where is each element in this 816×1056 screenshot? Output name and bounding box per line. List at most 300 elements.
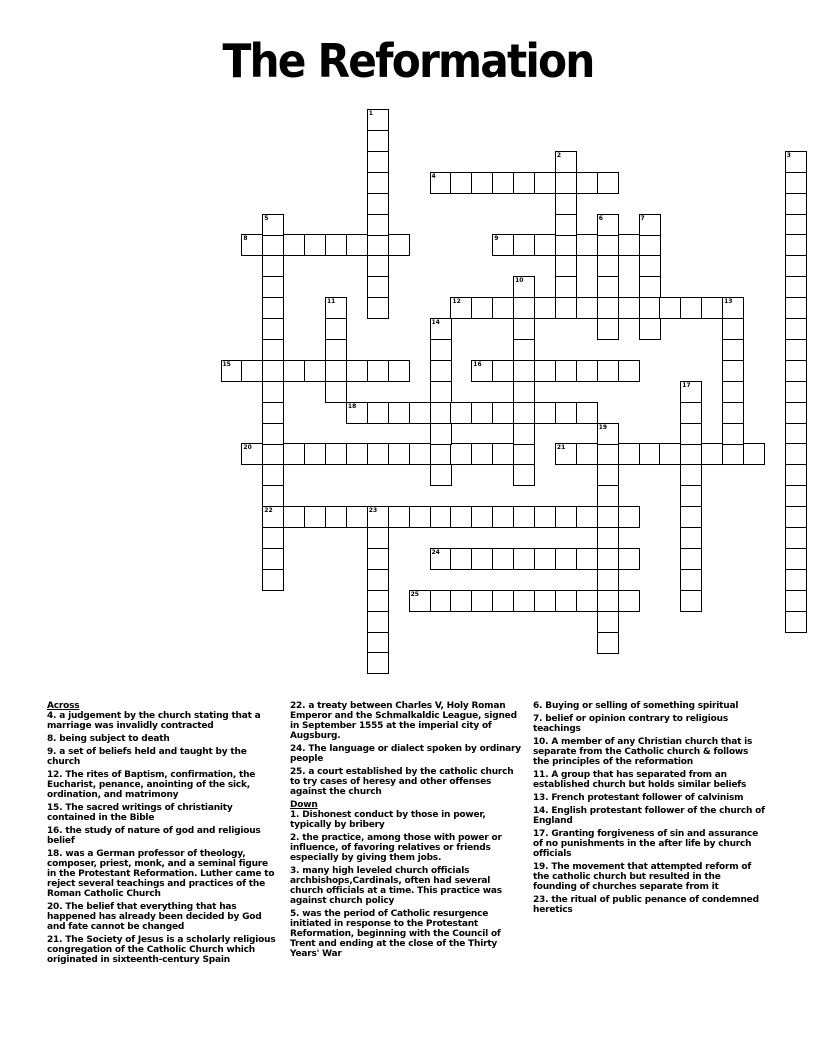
grid-cell[interactable] xyxy=(785,172,807,194)
grid-cell[interactable] xyxy=(367,214,389,236)
grid-cell[interactable] xyxy=(430,360,452,382)
grid-cell[interactable] xyxy=(534,548,556,570)
grid-cell[interactable] xyxy=(534,506,556,528)
grid-cell[interactable] xyxy=(325,506,347,528)
grid-cell[interactable] xyxy=(618,548,640,570)
grid-cell[interactable] xyxy=(639,443,661,465)
grid-cell[interactable] xyxy=(722,339,744,361)
grid-cell[interactable] xyxy=(325,381,347,403)
grid-cell[interactable] xyxy=(576,297,598,319)
clue-number: 3 xyxy=(786,151,791,159)
grid-cell[interactable] xyxy=(597,632,619,654)
grid-cell[interactable] xyxy=(492,548,514,570)
grid-cell[interactable] xyxy=(325,297,347,319)
grid-cell[interactable] xyxy=(576,402,598,424)
clue-number: 22 xyxy=(264,507,273,515)
clues-column-3 xyxy=(533,701,765,918)
grid-cell[interactable] xyxy=(471,172,493,194)
grid-cell[interactable] xyxy=(262,548,284,570)
grid-cell[interactable] xyxy=(576,506,598,528)
grid-cell[interactable] xyxy=(367,506,389,528)
clues-column-1 xyxy=(47,701,279,968)
grid-cell[interactable] xyxy=(513,234,535,256)
clue-number: 4 xyxy=(431,172,436,180)
grid-cell[interactable] xyxy=(597,464,619,486)
grid-cell[interactable] xyxy=(346,402,368,424)
grid-cell[interactable] xyxy=(388,443,410,465)
grid-cell[interactable] xyxy=(618,360,640,382)
grid-cell[interactable] xyxy=(325,339,347,361)
grid-cell[interactable] xyxy=(367,443,389,465)
clue-number: 11 xyxy=(327,298,336,306)
grid-cell[interactable] xyxy=(513,339,535,361)
grid-cell[interactable] xyxy=(785,381,807,403)
grid-cell[interactable] xyxy=(367,652,389,674)
down-clue xyxy=(290,810,522,830)
grid-cell[interactable] xyxy=(430,443,452,465)
grid-cell[interactable] xyxy=(262,443,284,465)
grid-cell[interactable] xyxy=(409,443,431,465)
grid-cell[interactable] xyxy=(680,548,702,570)
clue-label: 1. xyxy=(290,810,300,820)
grid-cell[interactable] xyxy=(283,360,305,382)
down-clue xyxy=(533,737,765,767)
grid-cell[interactable] xyxy=(639,276,661,298)
grid-cell[interactable] xyxy=(534,360,556,382)
grid-cell[interactable] xyxy=(367,360,389,382)
clue-text: was the period of Catholic resurgence initiated in response to the Protestant Reformation, beginning with the Council of Trent and ending at the close of the Thirty Years' War xyxy=(290,909,501,959)
grid-cell[interactable] xyxy=(262,234,284,256)
grid-cell[interactable] xyxy=(555,276,577,298)
grid-cell[interactable] xyxy=(367,172,389,194)
grid-cell[interactable] xyxy=(680,590,702,612)
grid-cell[interactable] xyxy=(283,506,305,528)
grid-cell[interactable] xyxy=(471,548,493,570)
grid-cell[interactable] xyxy=(367,109,389,131)
grid-cell[interactable] xyxy=(597,569,619,591)
grid-cell[interactable] xyxy=(680,506,702,528)
across-clue xyxy=(47,935,279,965)
grid-cell[interactable] xyxy=(722,381,744,403)
grid-cell[interactable] xyxy=(639,255,661,277)
grid-cell[interactable] xyxy=(576,234,598,256)
grid-cell[interactable] xyxy=(597,360,619,382)
across-clue xyxy=(290,767,522,797)
clue-text: The belief that everything that has happened has already been decided by God and fate cannot be changed xyxy=(47,902,262,932)
down-clue xyxy=(533,806,765,826)
grid-cell[interactable] xyxy=(367,234,389,256)
grid-cell[interactable] xyxy=(262,464,284,486)
grid-cell[interactable] xyxy=(450,443,472,465)
grid-cell[interactable] xyxy=(785,214,807,236)
grid-cell[interactable] xyxy=(513,276,535,298)
clue-label: 25. xyxy=(290,767,306,777)
grid-cell[interactable] xyxy=(262,276,284,298)
grid-cell[interactable] xyxy=(513,443,535,465)
grid-cell[interactable] xyxy=(367,569,389,591)
grid-cell[interactable] xyxy=(785,569,807,591)
clue-text: was a German professor of theology, composer, priest, monk, and a seminal figure in the Protestant Reformation. Luther came to reject several teachings and practices of the Roman Catholic Church xyxy=(47,849,275,899)
grid-cell[interactable] xyxy=(388,402,410,424)
grid-cell[interactable] xyxy=(492,402,514,424)
grid-cell[interactable] xyxy=(367,130,389,152)
grid-cell[interactable] xyxy=(450,506,472,528)
grid-cell[interactable] xyxy=(471,590,493,612)
grid-cell[interactable] xyxy=(513,172,535,194)
clue-text: the study of nature of god and religious belief xyxy=(47,826,261,846)
clue-label: 11. xyxy=(533,770,549,780)
grid-cell[interactable] xyxy=(513,318,535,340)
clue-number: 14 xyxy=(431,319,440,326)
grid-cell[interactable] xyxy=(262,485,284,507)
grid-cell[interactable] xyxy=(597,548,619,570)
grid-cell[interactable] xyxy=(785,423,807,445)
grid-cell[interactable] xyxy=(785,464,807,486)
grid-cell[interactable] xyxy=(471,297,493,319)
grid-cell[interactable] xyxy=(659,443,681,465)
across-clue xyxy=(47,826,279,846)
grid-cell[interactable] xyxy=(534,590,556,612)
grid-cell[interactable] xyxy=(325,318,347,340)
clue-text: a court established by the catholic church to try cases of heresy and other offenses against the church xyxy=(290,767,514,797)
clue-number: 24 xyxy=(431,548,440,556)
grid-cell[interactable] xyxy=(450,172,472,194)
grid-cell[interactable] xyxy=(785,527,807,549)
grid-cell[interactable] xyxy=(618,297,640,319)
grid-cell[interactable] xyxy=(639,297,661,319)
grid-cell[interactable] xyxy=(492,172,514,194)
grid-cell[interactable] xyxy=(430,318,452,340)
grid-cell[interactable] xyxy=(430,506,452,528)
grid-cell[interactable] xyxy=(450,402,472,424)
grid-cell[interactable] xyxy=(785,548,807,570)
grid-cell[interactable] xyxy=(722,297,744,319)
grid-cell[interactable] xyxy=(785,590,807,612)
clue-text: The sacred writings of christianity contained in the Bible xyxy=(47,803,233,823)
grid-cell[interactable] xyxy=(680,381,702,403)
grid-cell[interactable] xyxy=(430,402,452,424)
grid-cell[interactable] xyxy=(492,443,514,465)
down-clue xyxy=(533,829,765,859)
grid-cell[interactable] xyxy=(346,443,368,465)
grid-cell[interactable] xyxy=(513,402,535,424)
grid-cell[interactable] xyxy=(785,234,807,256)
clue-label: 10. xyxy=(533,737,549,747)
grid-cell[interactable] xyxy=(367,297,389,319)
grid-cell[interactable] xyxy=(325,443,347,465)
grid-cell[interactable] xyxy=(680,423,702,445)
grid-cell[interactable] xyxy=(346,506,368,528)
grid-cell[interactable] xyxy=(680,443,702,465)
clue-label: 17. xyxy=(533,829,549,839)
grid-cell[interactable] xyxy=(262,318,284,340)
grid-cell[interactable] xyxy=(241,443,263,465)
grid-cell[interactable] xyxy=(555,214,577,236)
grid-cell[interactable] xyxy=(283,234,305,256)
clue-text: The movement that attempted reform of the catholic church but resulted in the founding of churches separate from it xyxy=(533,862,752,892)
down-clue xyxy=(533,862,765,892)
grid-cell[interactable] xyxy=(555,360,577,382)
grid-cell[interactable] xyxy=(785,276,807,298)
grid-cell[interactable] xyxy=(262,255,284,277)
clue-text: English protestant follower of the church of England xyxy=(533,806,765,826)
grid-cell[interactable] xyxy=(262,381,284,403)
grid-cell[interactable] xyxy=(513,423,535,445)
grid-cell[interactable] xyxy=(471,506,493,528)
clue-label: 13. xyxy=(533,793,549,803)
grid-cell[interactable] xyxy=(743,443,765,465)
grid-cell[interactable] xyxy=(576,590,598,612)
grid-cell[interactable] xyxy=(262,506,284,528)
grid-cell[interactable] xyxy=(221,360,243,382)
grid-cell[interactable] xyxy=(785,506,807,528)
grid-cell[interactable] xyxy=(471,360,493,382)
clue-text: a set of beliefs held and taught by the church xyxy=(47,747,247,767)
grid-cell[interactable] xyxy=(555,255,577,277)
grid-cell[interactable] xyxy=(597,234,619,256)
grid-cell[interactable] xyxy=(262,360,284,382)
clue-number: 2 xyxy=(556,151,562,159)
grid-cell[interactable] xyxy=(346,360,368,382)
down-clue xyxy=(533,701,765,711)
grid-cell[interactable] xyxy=(785,193,807,215)
grid-cell[interactable] xyxy=(262,569,284,591)
grid-cell[interactable] xyxy=(430,172,452,194)
grid-cell[interactable] xyxy=(597,172,619,194)
grid-cell[interactable] xyxy=(597,318,619,340)
grid-cell[interactable] xyxy=(618,506,640,528)
grid-cell[interactable] xyxy=(597,527,619,549)
clue-label: 24. xyxy=(290,744,306,754)
clue-label: 14. xyxy=(533,806,549,816)
grid-cell[interactable] xyxy=(367,276,389,298)
grid-cell[interactable] xyxy=(471,443,493,465)
across-header: Across xyxy=(47,701,80,711)
grid-cell[interactable] xyxy=(304,360,326,382)
grid-cell[interactable] xyxy=(534,172,556,194)
grid-cell[interactable] xyxy=(597,276,619,298)
grid-cell[interactable] xyxy=(367,632,389,654)
grid-cell[interactable] xyxy=(409,506,431,528)
grid-cell[interactable] xyxy=(430,339,452,361)
clue-label: 5. xyxy=(290,909,300,919)
across-clue xyxy=(47,770,279,800)
grid-cell[interactable] xyxy=(680,297,702,319)
grid-cell[interactable] xyxy=(534,234,556,256)
down-clue xyxy=(290,833,522,863)
clue-label: 6. xyxy=(533,701,543,711)
clue-number: 8 xyxy=(243,235,248,243)
grid-cell[interactable] xyxy=(262,423,284,445)
grid-cell[interactable] xyxy=(534,297,556,319)
grid-cell[interactable] xyxy=(680,527,702,549)
grid-cell[interactable] xyxy=(785,151,807,173)
clue-number: 1 xyxy=(368,110,373,117)
grid-cell[interactable] xyxy=(639,318,661,340)
clue-number: 6 xyxy=(598,214,603,222)
grid-cell[interactable] xyxy=(513,590,535,612)
grid-cell[interactable] xyxy=(346,234,368,256)
grid-cell[interactable] xyxy=(367,590,389,612)
grid-cell[interactable] xyxy=(618,590,640,612)
grid-cell[interactable] xyxy=(409,402,431,424)
grid-cell[interactable] xyxy=(785,297,807,319)
grid-cell[interactable] xyxy=(597,611,619,633)
grid-cell[interactable] xyxy=(513,381,535,403)
grid-cell[interactable] xyxy=(492,234,514,256)
grid-cell[interactable] xyxy=(597,590,619,612)
grid-cell[interactable] xyxy=(597,506,619,528)
grid-cell[interactable] xyxy=(576,548,598,570)
grid-cell[interactable] xyxy=(785,402,807,424)
grid-cell[interactable] xyxy=(325,234,347,256)
grid-cell[interactable] xyxy=(534,402,556,424)
grid-cell[interactable] xyxy=(430,548,452,570)
grid-cell[interactable] xyxy=(492,360,514,382)
clue-text: Granting forgiveness of sin and assurance of no punishments in the after life by church officials xyxy=(533,829,759,859)
grid-cell[interactable] xyxy=(262,527,284,549)
grid-cell[interactable] xyxy=(492,506,514,528)
grid-cell[interactable] xyxy=(367,402,389,424)
grid-cell[interactable] xyxy=(430,423,452,445)
grid-cell[interactable] xyxy=(262,339,284,361)
grid-cell[interactable] xyxy=(785,485,807,507)
grid-cell[interactable] xyxy=(430,590,452,612)
grid-cell[interactable] xyxy=(513,464,535,486)
grid-cell[interactable] xyxy=(367,527,389,549)
grid-cell[interactable] xyxy=(430,381,452,403)
grid-cell[interactable] xyxy=(492,297,514,319)
clue-text: being subject to death xyxy=(59,734,170,744)
grid-cell[interactable] xyxy=(450,297,472,319)
grid-cell[interactable] xyxy=(262,297,284,319)
grid-cell[interactable] xyxy=(388,360,410,382)
clue-label: 12. xyxy=(47,770,63,780)
grid-cell[interactable] xyxy=(785,443,807,465)
grid-cell[interactable] xyxy=(513,360,535,382)
grid-cell[interactable] xyxy=(304,234,326,256)
grid-cell[interactable] xyxy=(492,590,514,612)
grid-cell[interactable] xyxy=(555,297,577,319)
grid-cell[interactable] xyxy=(304,443,326,465)
across-clue xyxy=(47,849,279,899)
clue-number: 12 xyxy=(452,298,461,306)
grid-cell[interactable] xyxy=(409,590,431,612)
grid-cell[interactable] xyxy=(597,255,619,277)
grid-cell[interactable] xyxy=(555,234,577,256)
grid-cell[interactable] xyxy=(555,590,577,612)
grid-cell[interactable] xyxy=(471,402,493,424)
grid-cell[interactable] xyxy=(576,443,598,465)
grid-cell[interactable] xyxy=(701,443,723,465)
grid-cell[interactable] xyxy=(241,360,263,382)
grid-cell[interactable] xyxy=(576,172,598,194)
grid-cell[interactable] xyxy=(597,485,619,507)
grid-cell[interactable] xyxy=(785,360,807,382)
grid-cell[interactable] xyxy=(785,339,807,361)
grid-cell[interactable] xyxy=(680,402,702,424)
grid-cell[interactable] xyxy=(722,443,744,465)
grid-cell[interactable] xyxy=(367,151,389,173)
clue-number: 15 xyxy=(222,360,231,368)
clue-text: A member of any Christian church that is separate from the Catholic church & follows the principles of the reformation xyxy=(533,737,753,767)
down-clue xyxy=(290,866,522,906)
across-clue xyxy=(47,803,279,823)
grid-cell[interactable] xyxy=(388,506,410,528)
grid-cell[interactable] xyxy=(555,443,577,465)
grid-cell[interactable] xyxy=(388,234,410,256)
grid-cell[interactable] xyxy=(680,569,702,591)
grid-cell[interactable] xyxy=(597,297,619,319)
across-clue xyxy=(290,744,522,764)
grid-cell[interactable] xyxy=(785,318,807,340)
grid-cell[interactable] xyxy=(597,443,619,465)
grid-cell[interactable] xyxy=(618,443,640,465)
grid-cell[interactable] xyxy=(659,297,681,319)
grid-cell[interactable] xyxy=(513,506,535,528)
grid-cell[interactable] xyxy=(325,360,347,382)
grid-cell[interactable] xyxy=(680,464,702,486)
clue-label: 18. xyxy=(47,849,63,859)
clue-label: 7. xyxy=(533,714,543,724)
grid-cell[interactable] xyxy=(555,402,577,424)
grid-cell[interactable] xyxy=(597,214,619,236)
clue-number: 19 xyxy=(598,423,608,431)
grid-cell[interactable] xyxy=(785,611,807,633)
grid-cell[interactable] xyxy=(722,318,744,340)
grid-cell[interactable] xyxy=(722,360,744,382)
down-clue xyxy=(533,895,765,915)
down-clue-list-continued xyxy=(533,701,765,915)
grid-cell[interactable] xyxy=(367,255,389,277)
grid-cell[interactable] xyxy=(785,255,807,277)
clue-text: The language or dialect spoken by ordinary people xyxy=(290,744,521,764)
grid-cell[interactable] xyxy=(367,548,389,570)
clues-column-2 xyxy=(290,701,522,962)
grid-cell[interactable] xyxy=(513,548,535,570)
grid-cell[interactable] xyxy=(450,590,472,612)
grid-cell[interactable] xyxy=(722,402,744,424)
grid-cell[interactable] xyxy=(262,402,284,424)
grid-cell[interactable] xyxy=(576,360,598,382)
across-clue-list-continued xyxy=(290,701,522,797)
grid-cell[interactable] xyxy=(450,548,472,570)
grid-cell[interactable] xyxy=(680,485,702,507)
grid-cell[interactable] xyxy=(555,151,577,173)
grid-cell[interactable] xyxy=(639,234,661,256)
grid-cell[interactable] xyxy=(555,193,577,215)
grid-cell[interactable] xyxy=(597,423,619,445)
grid-cell[interactable] xyxy=(639,214,661,236)
clue-number: 16 xyxy=(473,360,482,368)
grid-cell[interactable] xyxy=(283,443,305,465)
grid-cell[interactable] xyxy=(513,297,535,319)
grid-cell[interactable] xyxy=(241,234,263,256)
clue-text: The Society of Jesus is a scholarly religious congregation of the Catholic Church which originated in sixteenth-century Spain xyxy=(47,935,276,965)
grid-cell[interactable] xyxy=(722,423,744,445)
grid-cell[interactable] xyxy=(262,214,284,236)
grid-cell[interactable] xyxy=(618,234,640,256)
grid-cell[interactable] xyxy=(701,297,723,319)
across-clue-list xyxy=(47,711,279,965)
grid-cell[interactable] xyxy=(555,506,577,528)
grid-cell[interactable] xyxy=(367,611,389,633)
grid-cell[interactable] xyxy=(555,172,577,194)
grid-cell[interactable] xyxy=(304,506,326,528)
grid-cell[interactable] xyxy=(367,193,389,215)
grid-cell[interactable] xyxy=(555,548,577,570)
grid-cell[interactable] xyxy=(430,464,452,486)
